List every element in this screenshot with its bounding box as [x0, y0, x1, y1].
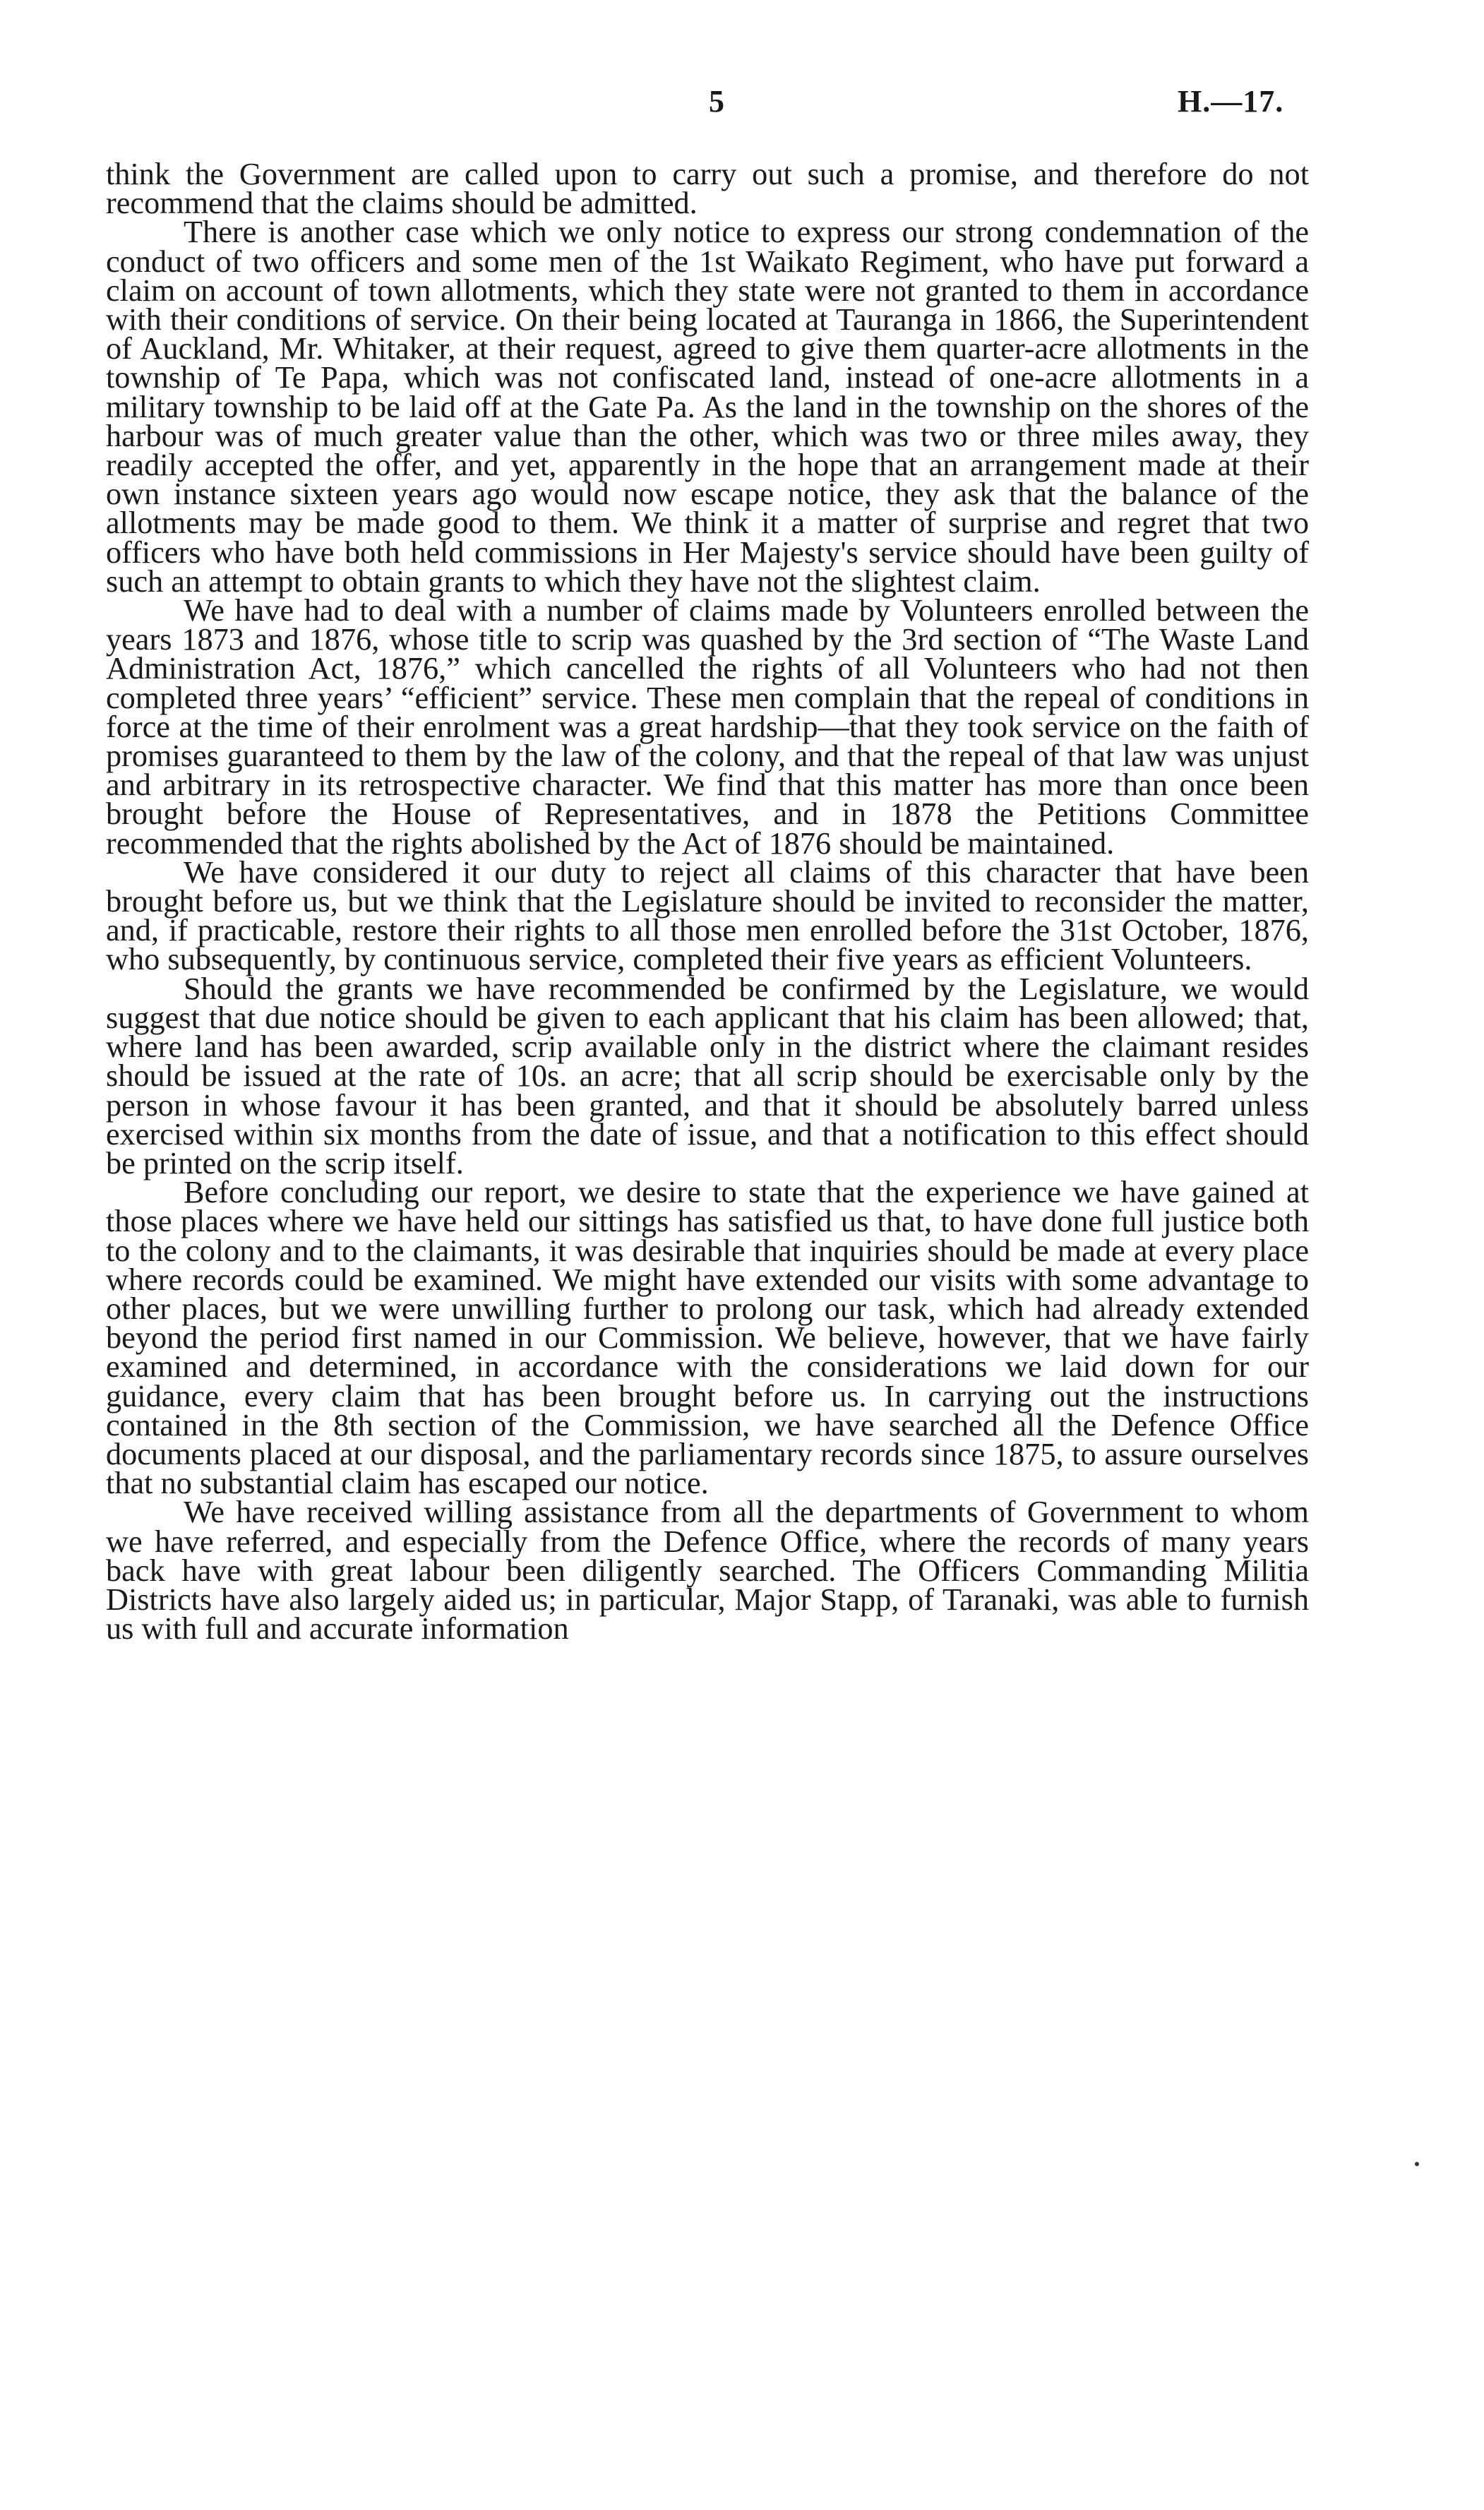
report-body: [106, 157, 1309, 1647]
page-number: 5: [709, 84, 724, 119]
paragraph-continuation: think the Government are called upon to carry out such a promise, and therefore do not recommend that the claims should be admitted.: [106, 157, 1309, 221]
paragraph-assistance: We have received willing assistance from all the departments of Government to whom we have referred, and especially from the Defence Office, where the records of many years back have with great labour been diligently searched. The Officers Commanding Militia Districts have also largely aided us; in particular, Major Stapp, of Taranaki, was able to furnish us with full and accurate information: [106, 1495, 1309, 1647]
paragraph-concluding: Before concluding our report, we desire to state that the experience we have gained at those places where we have held our sittings has satisfied us that, to have done full justice both to the colony and to the claimants, it was desirable that inquiries should be made at every place where records could be examined. We might have extended our visits with some advantage to other places, but we were unwilling further to prolong our task, which had already extended beyond the period first named in our Commission. We believe, however, that we have fairly examined and determined, in accordance with the considerations we laid down for our guidance, every claim that has been brought before us. In carrying out the instructions contained in the 8th section of the Commission, we have searched all the Defence Office documents placed at our disposal, and the parliamentary records since 1875, to assure ourselves that no substantial claim has escaped our notice.: [106, 1175, 1309, 1501]
paragraph-reject-claims: We have considered it our duty to reject all claims of this character that have been brought before us, but we think that the Legislature should be invited to reconsider the matter, and, if practicable, restore their rights to all those men enrolled before the 31st October, 1876, who subsequently, by continuous service, completed their five years as efficient Volunteers.: [106, 854, 1309, 977]
margin-dot: [1415, 2162, 1419, 2166]
paragraph-waikato-regiment: There is another case which we only notice to express our strong condemnation of the conduct of two officers and some men of the 1st Waikato Regiment, who have put forward a claim on account of town allotments, which they state were not granted to them in accordance with their conditions of service. On their being located at Tauranga in 1866, the Superintendent of Auckland, Mr. Whitaker, at their request, agreed to give them quarter-acre allotments in the township of Te Papa, which was not confiscated land, instead of one-acre allotments in a military township to be laid off at the Gate Pa. As the land in the township on the shores of the harbour was of much greater value than the other, which was two or three miles away, they readily accepted the offer, and yet, apparently in the hope that an arrangement made at their own instance sixteen years ago would now escape notice, they ask that the balance of the allotments may be made good to them. We think it a matter of surprise and regret that two officers who have both held commissions in Her Majesty's service should have been guilty of such an attempt to obtain grants to which they have not the slightest claim.: [106, 215, 1309, 599]
paragraph-volunteers-1873-1876: We have had to deal with a number of claims made by Volunteers enrolled between the years 1873 and 1876, whose title to scrip was quashed by the 3rd section of “The Waste Land Administration Act, 1876,” which cancelled the rights of all Volunteers who had not then completed three years’ “efficient” service. These men complain that the repeal of conditions in force at the time of their enrolment was a great hardship—that they took service on the faith of promises guaranteed to them by the law of the colony, and that the repeal of that law was unjust and arbitrary in its retrospective character. We find that this matter has more than once been brought before the House of Representatives, and in 1878 the Petitions Committee recommended that the rights abolished by the Act of 1876 should be maintained.: [106, 593, 1309, 861]
document-reference: H.—17.: [1178, 84, 1284, 119]
paragraph-grants-scrip: Should the grants we have recommended be confirmed by the Legislature, we would suggest that due notice should be given to each applicant that his claim has been allowed; that, where land has been awarded, scrip available only in the district where the claimant resides should be issued at the rate of 10s. an acre; that all scrip should be exercisable only by the person in whose favour it has been granted, and that it should be absolutely barred unless exercised within six months from the date of issue, and that a notification to this effect should be printed on the scrip itself.: [106, 971, 1309, 1181]
